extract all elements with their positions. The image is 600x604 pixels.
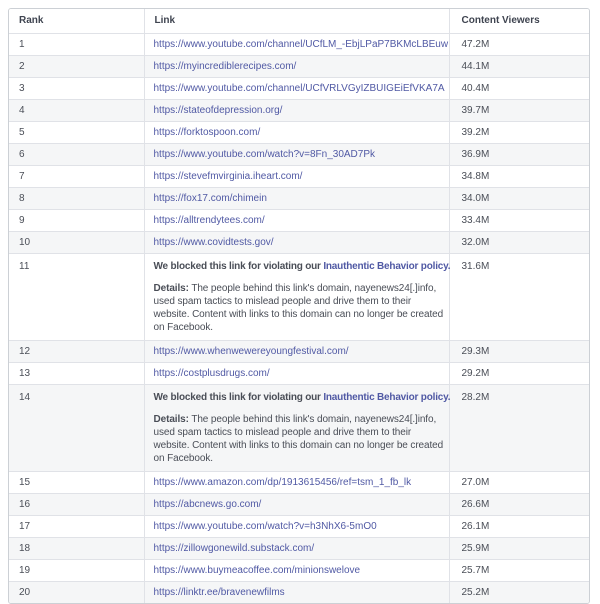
- table-row-blocked: [9, 253, 589, 340]
- inauthentic-behavior-policy-link[interactable]: Inauthentic Behavior policy.: [323, 391, 451, 403]
- link-cell: [144, 340, 449, 362]
- rank-cell: 18: [9, 537, 144, 559]
- blocked-link-cell: [144, 384, 449, 471]
- inauthentic-behavior-policy-link[interactable]: Inauthentic Behavior policy.: [323, 260, 451, 272]
- content-viewers-table: [9, 9, 589, 603]
- rank-cell: 13: [9, 362, 144, 384]
- rank-cell: 16: [9, 493, 144, 515]
- rank-cell: 5: [9, 121, 144, 143]
- blocked-details: [154, 282, 444, 334]
- content-link[interactable]: https://alltrendytees.com/: [153, 214, 265, 226]
- table-row: [9, 471, 589, 493]
- content-link[interactable]: https://myincrediblerecipes.com/: [153, 60, 297, 72]
- blocked-link-cell: [144, 253, 449, 340]
- content-link[interactable]: https://abcnews.go.com/: [153, 498, 262, 510]
- blocked-headline-text: We blocked this link for violating our: [153, 260, 324, 272]
- link-cell: [144, 187, 449, 209]
- table-row: [9, 187, 589, 209]
- content-link[interactable]: https://stateofdepression.org/: [153, 104, 283, 116]
- content-link[interactable]: https://forktospoon.com/: [153, 126, 261, 138]
- table-row: [9, 362, 589, 384]
- table-row: [9, 99, 589, 121]
- table-row: [9, 55, 589, 77]
- content-link[interactable]: https://linktr.ee/bravenewfilms: [153, 586, 285, 598]
- rank-cell: 12: [9, 340, 144, 362]
- viewers-cell: 27.0M: [449, 471, 589, 493]
- table-header: [9, 9, 589, 33]
- table-row: [9, 515, 589, 537]
- rank-cell: 2: [9, 55, 144, 77]
- table-row: [9, 165, 589, 187]
- viewers-cell: 33.4M: [449, 209, 589, 231]
- link-cell: [144, 362, 449, 384]
- content-link[interactable]: https://stevefmvirginia.iheart.com/: [153, 170, 303, 182]
- table-row: [9, 559, 589, 581]
- viewers-cell: 39.2M: [449, 121, 589, 143]
- link-cell: [144, 559, 449, 581]
- viewers-cell: 36.9M: [449, 143, 589, 165]
- content-link[interactable]: https://www.youtube.com/watch?v=8Fn_30AD7Pk: [153, 148, 376, 160]
- link-cell: [144, 471, 449, 493]
- link-cell: [144, 143, 449, 165]
- content-link[interactable]: https://fox17.com/chimein: [153, 192, 267, 204]
- rank-cell: 3: [9, 77, 144, 99]
- viewers-cell: 31.6M: [449, 253, 589, 340]
- rank-cell: 10: [9, 231, 144, 253]
- blocked-details-text: The people behind this link's domain, nayenews24[.]info, used spam tactics to mislead people and drive them to their website. Content with links to this domain can no longer be created on Facebook.: [153, 282, 444, 333]
- viewers-cell: 28.2M: [449, 384, 589, 471]
- table-row: [9, 33, 589, 55]
- viewers-cell: 34.0M: [449, 187, 589, 209]
- link-cell: [144, 33, 449, 55]
- rank-cell: 6: [9, 143, 144, 165]
- content-link[interactable]: https://zillowgonewild.substack.com/: [153, 542, 315, 554]
- table-row: [9, 340, 589, 362]
- table-body: [9, 33, 589, 603]
- table-row: [9, 493, 589, 515]
- content-link[interactable]: https://www.amazon.com/dp/1913615456/ref=tsm_1_fb_lk: [153, 476, 412, 488]
- viewers-cell: 26.1M: [449, 515, 589, 537]
- content-link[interactable]: https://www.whenwewereyoungfestival.com/: [153, 345, 349, 357]
- rank-cell: 4: [9, 99, 144, 121]
- viewers-cell: 39.7M: [449, 99, 589, 121]
- content-link[interactable]: https://www.covidtests.gov/: [153, 236, 274, 248]
- blocked-headline: [153, 391, 451, 404]
- link-cell: [144, 209, 449, 231]
- link-cell: [144, 165, 449, 187]
- blocked-headline: [153, 260, 451, 273]
- viewers-cell: 26.6M: [449, 493, 589, 515]
- table-row: [9, 77, 589, 99]
- blocked-details-label: Details:: [153, 413, 189, 425]
- rank-cell: 8: [9, 187, 144, 209]
- viewers-cell: 47.2M: [449, 33, 589, 55]
- table-row: [9, 209, 589, 231]
- link-cell: [144, 99, 449, 121]
- table-row: [9, 537, 589, 559]
- table-row: [9, 143, 589, 165]
- table-row: [9, 231, 589, 253]
- viewers-cell: 29.2M: [449, 362, 589, 384]
- viewers-cell: 25.2M: [449, 581, 589, 603]
- link-cell: [144, 515, 449, 537]
- rank-cell: 1: [9, 33, 144, 55]
- content-link[interactable]: https://www.buymeacoffee.com/minionswelove: [153, 564, 361, 576]
- blocked-details-text: The people behind this link's domain, nayenews24[.]info, used spam tactics to mislead people and drive them to their website. Content with links to this domain can no longer be created on Facebook.: [153, 413, 444, 464]
- viewers-cell: 40.4M: [449, 77, 589, 99]
- viewers-cell: 29.3M: [449, 340, 589, 362]
- link-cell: [144, 55, 449, 77]
- link-cell: [144, 77, 449, 99]
- viewers-cell: 25.7M: [449, 559, 589, 581]
- viewers-cell: 32.0M: [449, 231, 589, 253]
- column-header-link: Link: [144, 9, 449, 33]
- content-link[interactable]: https://costplusdrugs.com/: [153, 367, 270, 379]
- viewers-cell: 25.9M: [449, 537, 589, 559]
- link-cell: [144, 121, 449, 143]
- table-row-blocked: [9, 384, 589, 471]
- rank-cell: 19: [9, 559, 144, 581]
- viewers-cell: 44.1M: [449, 55, 589, 77]
- content-link[interactable]: https://www.youtube.com/channel/UCfVRLVGyIZBUIGEiEfVKA7A: [153, 82, 445, 94]
- blocked-details-label: Details:: [153, 282, 189, 294]
- blocked-headline-text: We blocked this link for violating our: [153, 391, 324, 403]
- rank-cell: 11: [9, 253, 144, 340]
- link-cell: [144, 537, 449, 559]
- rank-cell: 9: [9, 209, 144, 231]
- rank-cell: 15: [9, 471, 144, 493]
- rank-cell: 20: [9, 581, 144, 603]
- table-header-row: [9, 9, 589, 33]
- content-link[interactable]: https://www.youtube.com/watch?v=h3NhX6-5mO0: [153, 520, 377, 532]
- rank-cell: 7: [9, 165, 144, 187]
- content-table-container: [8, 8, 590, 604]
- column-header-rank: Rank: [9, 9, 144, 33]
- link-cell: [144, 231, 449, 253]
- blocked-details: [154, 413, 444, 465]
- table-row: [9, 121, 589, 143]
- rank-cell: 17: [9, 515, 144, 537]
- content-link[interactable]: https://www.youtube.com/channel/UCfLM_-EbjLPaP7BKMcLBEuw: [153, 38, 449, 50]
- viewers-cell: 34.8M: [449, 165, 589, 187]
- column-header-content-viewers: Content Viewers: [449, 9, 589, 33]
- link-cell: [144, 493, 449, 515]
- rank-cell: 14: [9, 384, 144, 471]
